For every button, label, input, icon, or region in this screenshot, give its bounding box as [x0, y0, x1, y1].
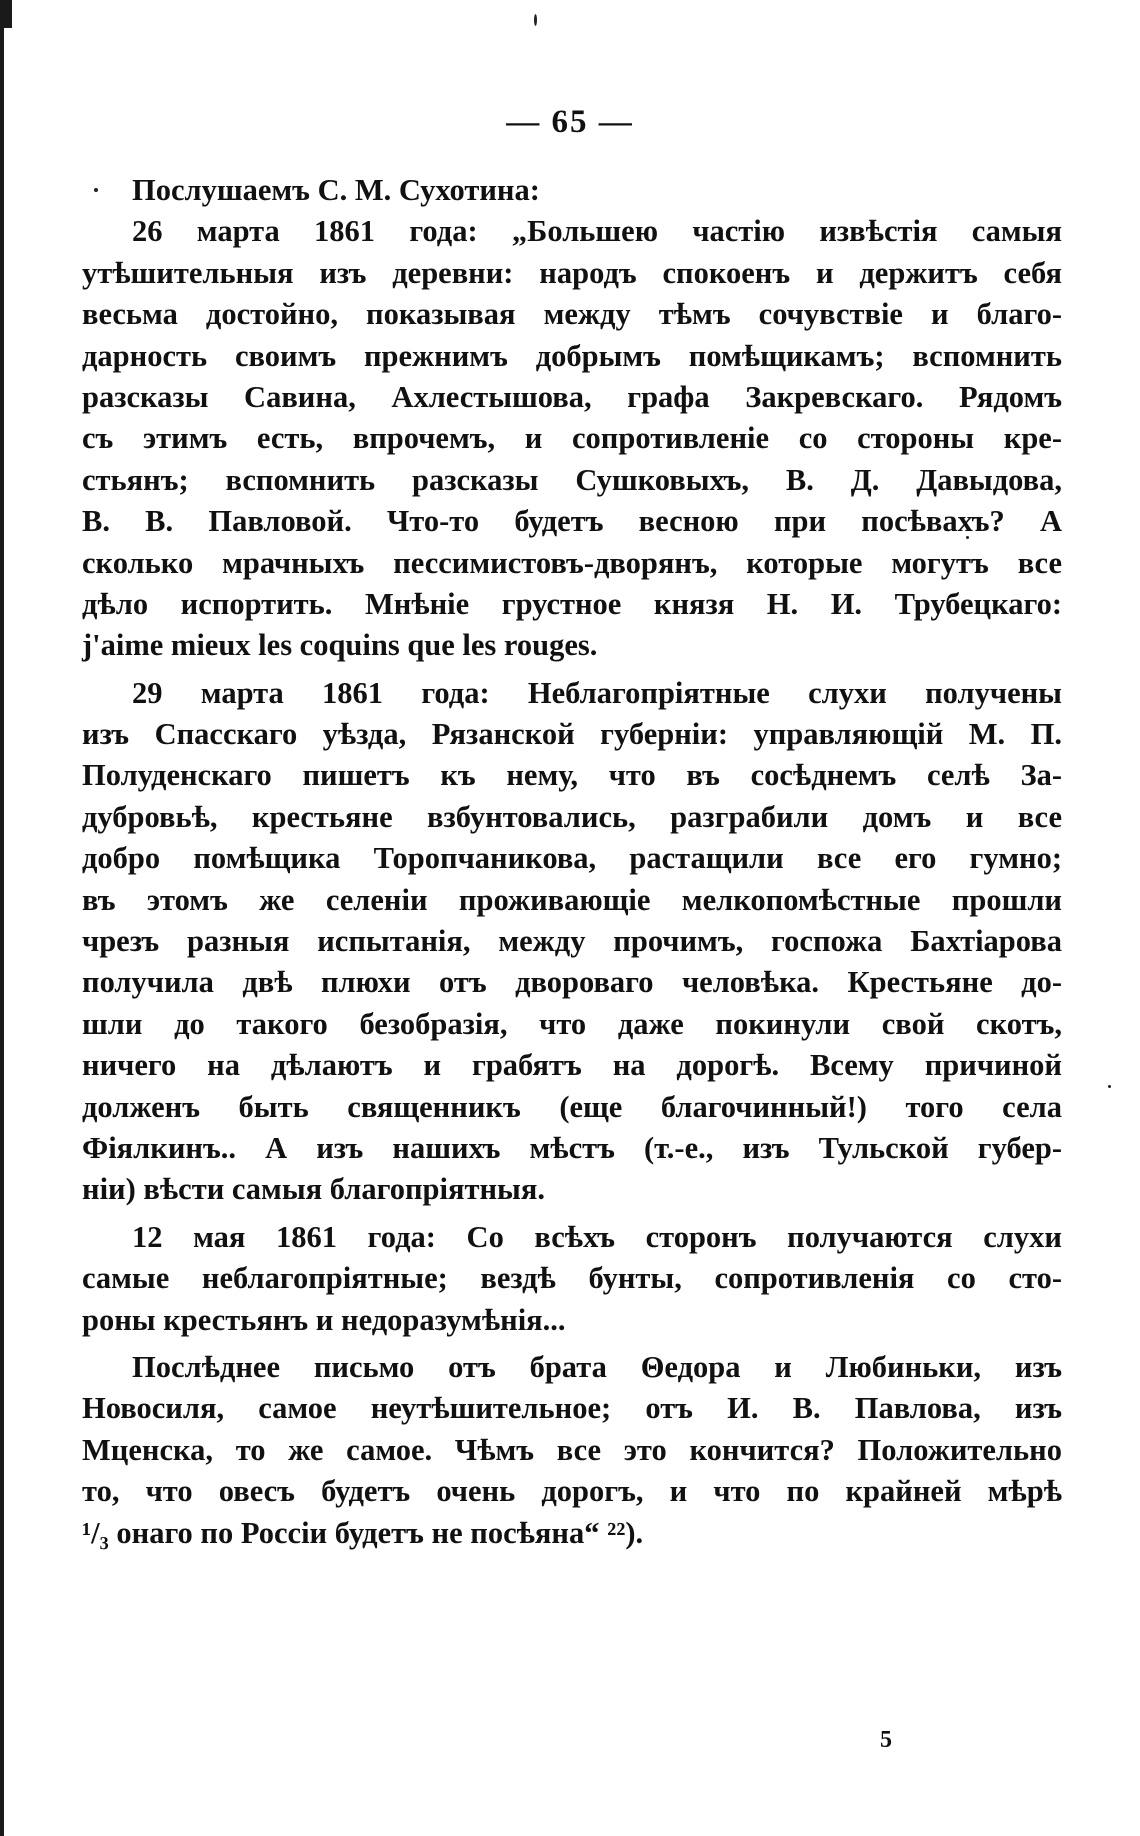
scan-speck: [534, 14, 537, 26]
text-line: чрезъ разныя испытанія, между прочимъ, госпожа Бахтіарова: [82, 924, 1062, 959]
text-line: ¹/₃ онаго по Россіи будетъ не посѣяна“ ²²).: [82, 1515, 644, 1550]
text-line: 12 мая 1861 года: Со всѣхъ сторонъ получаются слухи: [132, 1219, 1062, 1254]
text-line: дарность своимъ прежнимъ добрымъ помѣщикамъ; вспомнить: [82, 338, 1062, 373]
text-line: разсказы Савина, Ахлестышова, графа Закревскаго. Рядомъ: [82, 379, 1062, 414]
scan-border-left: [0, 0, 4, 1836]
body-text: [82, 170, 1062, 1554]
text-line: долженъ быть священникъ (еще благочинный!) того села: [82, 1089, 1062, 1124]
paragraph: [82, 211, 1062, 666]
text-line: Полуденскаго пишетъ къ нему, что въ сосѣднемъ селѣ За-: [82, 758, 1062, 793]
text-line: ничего на дѣлаютъ и грабятъ на дорогѣ. Всему причиной: [82, 1048, 1062, 1083]
text-line: j'aime mieux les coquins que les rouges.: [82, 628, 598, 663]
text-line: то, что овесъ будетъ очень дорогъ, и что по крайней мѣрѣ: [82, 1474, 1062, 1509]
scan-border-top: [0, 0, 12, 28]
text-line: 26 марта 1861 года: „Большею частію извѣстія самыя: [132, 214, 1062, 249]
text-line: изъ Спасскаго уѣзда, Рязанской губерніи: управляющій М. П.: [82, 717, 1062, 752]
text-line: Послушаемъ С. М. Сухотина:: [132, 173, 540, 207]
paragraph: [82, 170, 1062, 211]
text-line: ніи) вѣсти самыя благопріятныя.: [82, 1172, 545, 1207]
text-line: Послѣднее письмо отъ брата Θедора и Любиньки, изъ: [132, 1349, 1062, 1384]
page-number-header: — 65 —: [506, 104, 634, 140]
text-line: роны крестьянъ и недоразумѣнія...: [82, 1302, 566, 1337]
text-line: самые неблагопріятные; вездѣ бунты, сопротивленія со сто-: [82, 1261, 1062, 1296]
text-line: сколько мрачныхъ пессимистовъ-дворянъ, которые могутъ все: [82, 545, 1062, 580]
text-line: 29 марта 1861 года: Неблагопріятные слухи получены: [132, 675, 1062, 710]
text-line: В. В. Павловой. Что-то будетъ весною при посѣвахъ? А: [82, 504, 1062, 539]
text-line: стьянъ; вспомнить разсказы Сушковыхъ, В. Д. Давыдова,: [82, 462, 1062, 497]
text-line: Мценска, то же самое. Чѣмъ все это кончится? Положительно: [82, 1432, 1062, 1467]
text-line: Фіялкинъ.. А изъ нашихъ мѣстъ (т.-е., изъ Тульской губер-: [82, 1130, 1062, 1165]
text-line: дѣло испортить. Мнѣніе грустное князя Н. И. Трубецкаго:: [82, 586, 1062, 621]
text-line: шли до такого безобразія, что даже покинули свой скотъ,: [82, 1006, 1062, 1041]
text-line: добро помѣщика Торопчаникова, растащили все его гумно;: [82, 841, 1062, 876]
text-line: утѣшительныя изъ деревни: народъ спокоенъ и держитъ себя: [82, 255, 1062, 290]
paragraph: [82, 1217, 1062, 1341]
text-line: дубровьѣ, крестьяне взбунтовались, разграбили домъ и все: [82, 799, 1062, 834]
text-line: весьма достойно, показывая между тѣмъ сочувствіе и благо-: [82, 297, 1062, 332]
paragraph: [82, 673, 1062, 1211]
scan-speck: [1108, 1085, 1111, 1088]
paragraph: [82, 1347, 1062, 1554]
text-line: съ этимъ есть, впрочемъ, и сопротивленіе со стороны кре-: [82, 421, 1062, 456]
signature-mark: 5: [880, 1727, 892, 1753]
text-line: въ этомъ же селеніи проживающіе мелкопомѣстные прошли: [82, 882, 1062, 917]
text-line: получила двѣ плюхи отъ двороваго человѣка. Крестьяне до-: [82, 965, 1062, 1000]
text-line: Новосиля, самое неутѣшительное; отъ И. В. Павлова, изъ: [82, 1391, 1062, 1426]
